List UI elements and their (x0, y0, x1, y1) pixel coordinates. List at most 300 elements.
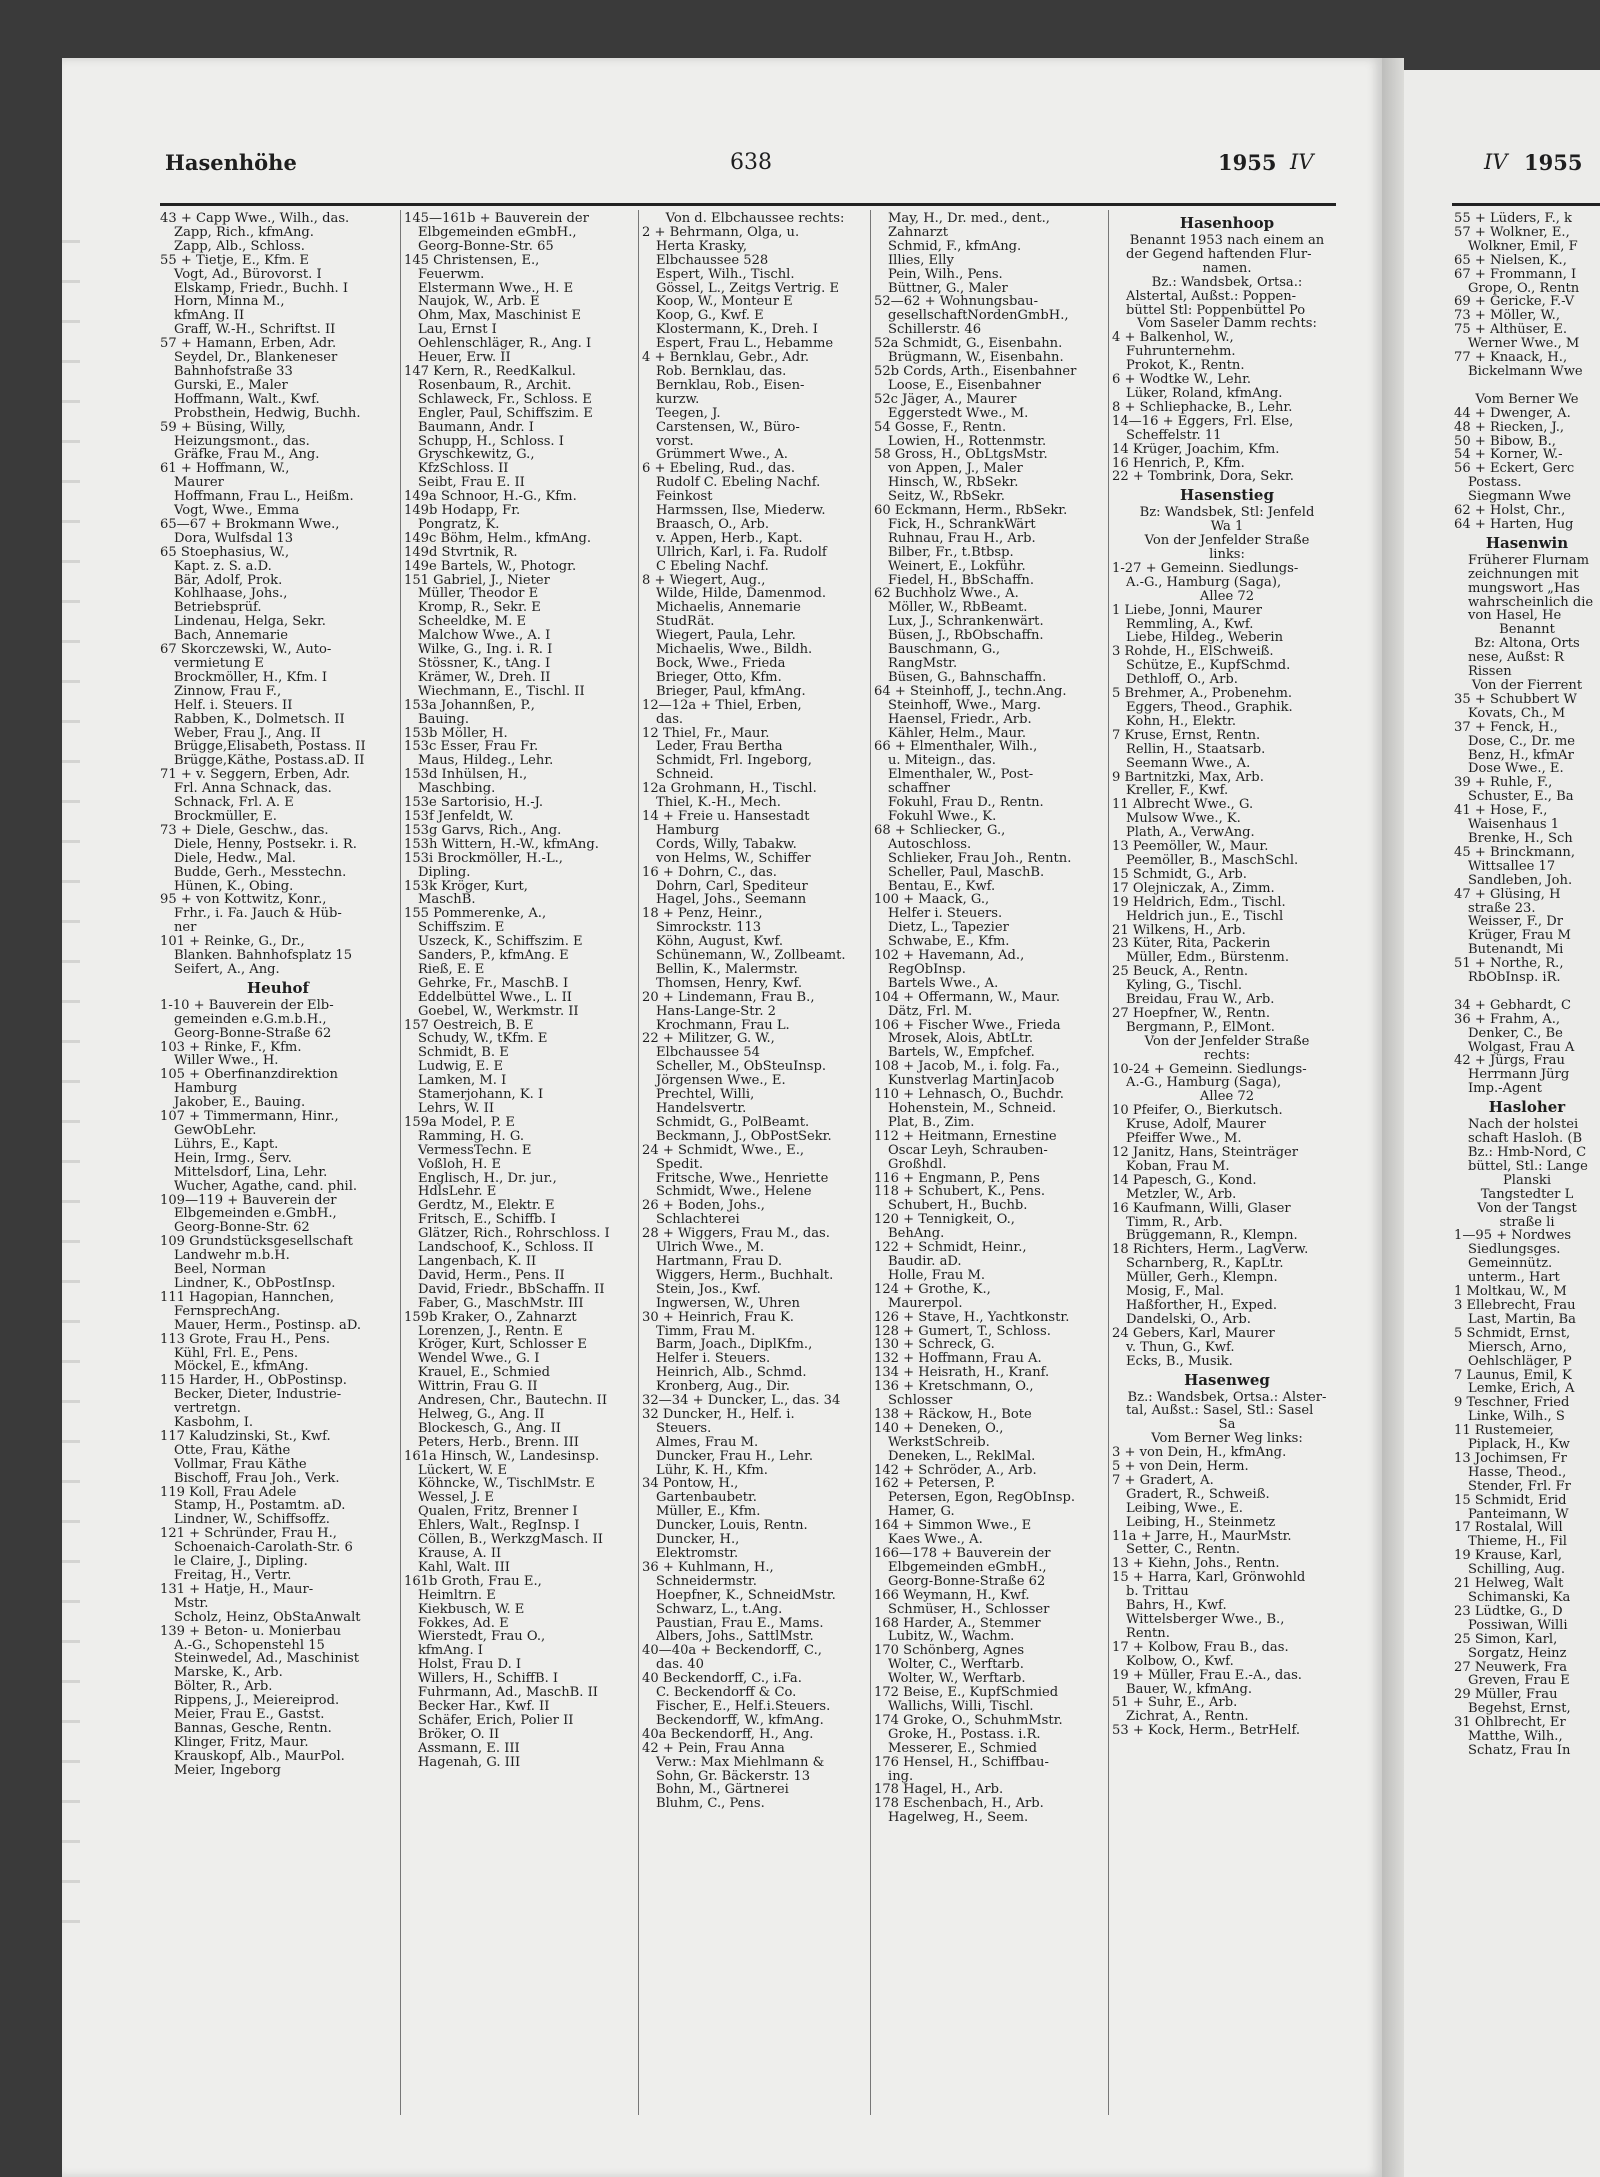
directory-line: Schmüser, H., Schlosser (888, 1602, 1050, 1617)
directory-line: nese, Außst: R (1468, 651, 1565, 666)
directory-line: Steinwedel, Ad., Maschinist (174, 1652, 360, 1667)
directory-line: Vollmar, Frau Käthe (174, 1457, 307, 1472)
directory-line: Eggerstedt Wwe., M. (888, 406, 1029, 421)
directory-line: 153h Wittern, H.-W., kfmAng. (404, 837, 599, 852)
directory-line: Dose Wwe., E. (1468, 762, 1564, 777)
directory-line: Elmenthaler, W., Post- (888, 768, 1034, 783)
directory-line: 43 + Capp Wwe., Wilh., das. (160, 212, 350, 226)
directory-line: 101 + Reinke, G., Dr., (160, 935, 305, 950)
directory-line: Landwehr m.b.H. (174, 1249, 290, 1264)
directory-line: 107 + Timmermann, Hinr., (160, 1110, 339, 1124)
directory-line: Espert, Frau L., Hebamme (656, 337, 834, 352)
directory-line: 166—178 + Bauverein der (874, 1547, 1051, 1561)
directory-line: 17 + Kolbow, Frau B., das. (1112, 1640, 1289, 1655)
directory-line: 1-27 + Gemeinn. Siedlungs- (1112, 561, 1299, 576)
directory-line: Ludwig, E. E (418, 1060, 504, 1075)
directory-line: Lührs, E., Kapt. (174, 1137, 279, 1152)
directory-line: Peters, Herb., Brenn. III (418, 1435, 579, 1450)
directory-line: Wiggers, Herm., Buchhalt. (656, 1268, 834, 1283)
directory-line: Voßloh, H. E (418, 1157, 502, 1172)
directory-line: Müller, Gerh., Klempn. (1126, 1271, 1278, 1286)
directory-line: 153a Johannßen, P., (404, 698, 535, 713)
directory-line: Scharnberg, R., KapLtr. (1126, 1257, 1284, 1272)
directory-line: Müller, Edm., Bürstenm. (1126, 951, 1290, 966)
directory-line: Helweg, G., Ang. II (418, 1407, 545, 1422)
directory-line: Grümmert Wwe., A. (656, 448, 788, 463)
directory-line: 1—95 + Nordwes (1454, 1229, 1572, 1244)
directory-line: Benannt 1953 nach einem an (1129, 234, 1325, 248)
directory-line: Prokot, K., Rentn. (1126, 359, 1245, 374)
directory-line: Krause, A. II (418, 1547, 502, 1561)
directory-line: Eggers, Theod., Graphik. (1126, 701, 1293, 715)
directory-line: Scholz, Heinz, ObStaAnwalt (174, 1610, 361, 1625)
directory-line: Baudir. aD. (888, 1254, 962, 1269)
header-year-right: 1955 (1524, 150, 1583, 175)
directory-line: Heizungsmont., das. (174, 434, 310, 449)
directory-line: Oscar Leyh, Schrauben- (888, 1143, 1048, 1158)
directory-line: Fuhrmann, Ad., MaschB. II (418, 1686, 598, 1700)
directory-line: Remmling, A., Kwf. (1126, 617, 1254, 632)
directory-line: Wallichs, Willi, Tischl. (888, 1699, 1034, 1714)
directory-line: Hein, Irmg., Serv. (174, 1151, 292, 1166)
directory-line: Bartels, W., Empfchef. (888, 1046, 1035, 1061)
directory-line: 104 + Offermann, W., Maur. (874, 990, 1061, 1005)
directory-line: Frhr., i. Fa. Jauch & Hüb- (174, 907, 342, 922)
directory-line: Hoffmann, Frau L., Heißm. (174, 490, 354, 505)
directory-line: Benannt (1499, 623, 1555, 638)
directory-line: Schupp, H., Schloss. I (418, 434, 564, 449)
directory-line: gesellschaftNordenGmbH., (888, 309, 1069, 324)
directory-line: 159a Model, P. E (404, 1115, 515, 1130)
directory-line: 20 + Lindemann, Frau B., (642, 990, 815, 1005)
directory-line: 68 + Schliecker, G., (874, 823, 1006, 838)
directory-line: Seydel, Dr., Blankeneser (174, 351, 338, 365)
directory-line: Braasch, O., Arb. (656, 517, 770, 532)
directory-line: Seibt, Frau E. II (418, 476, 525, 491)
directory-line: 100 + Maack, G., (874, 893, 990, 908)
directory-line: Steinhoff, Wwe., Marg. (888, 698, 1041, 713)
directory-line: Betriebsprüf. (174, 601, 262, 616)
directory-line: Lehrs, W. II (418, 1102, 495, 1116)
directory-line: mungswort „Has (1468, 581, 1580, 596)
directory-line: 1 Liebe, Jonni, Maurer (1112, 603, 1263, 618)
directory-line: 110 + Lehnasch, O., Buchdr. (874, 1088, 1064, 1102)
directory-line: Leder, Frau Bertha (656, 740, 783, 755)
directory-line: Eddelbüttel Wwe., L. II (418, 990, 572, 1005)
directory-line: 27 Hoepfner, W., Rentn. (1112, 1006, 1270, 1021)
directory-line: Dandelski, O., Arb. (1126, 1312, 1251, 1327)
directory-line: das. 40 (656, 1658, 704, 1673)
directory-line: Spedit. (656, 1157, 704, 1172)
directory-line: 17 Rostalal, Will (1454, 1521, 1563, 1536)
directory-line: Kronberg, Aug., Dir. (656, 1380, 790, 1395)
directory-line: Groke, H., Postass. i.R. (888, 1727, 1041, 1742)
directory-line: Brügge,Käthe, Postass.aD. II (174, 754, 365, 769)
directory-line: Wiechmann, E., Tischl. II (418, 684, 585, 699)
directory-line: Simrockstr. 113 (656, 921, 762, 936)
street-heading: Hasenhoop (1179, 214, 1275, 232)
directory-line: Barm, Joach., DiplKfm., (656, 1338, 813, 1353)
directory-line: 64 + Steinhoff, J., techn.Ang. (874, 684, 1067, 699)
directory-line: Linke, Wilh., S (1468, 1410, 1565, 1425)
directory-line: Maus, Hildeg., Lehr. (418, 754, 554, 769)
directory-line: 36 + Kuhlmann, H., (642, 1560, 774, 1575)
directory-line: Langenbach, K. II (418, 1254, 537, 1269)
directory-line: HdlsLehr. E (418, 1185, 497, 1200)
directory-line: Bickelmann Wwe (1468, 364, 1583, 379)
directory-line: 14—16 + Eggers, Frl. Else, (1112, 414, 1294, 429)
directory-line: 66 + Elmenthaler, Wilh., (874, 740, 1038, 755)
directory-line: Bartels Wwe., A. (888, 976, 999, 991)
directory-line: Bröker, O. II (418, 1727, 500, 1742)
directory-line: Wilke, G., Ing. i. R. I (418, 643, 553, 657)
directory-line: 56 + Eckert, Gerc (1454, 462, 1575, 477)
directory-line: 51 + Suhr, E., Arb. (1112, 1696, 1238, 1711)
directory-line: Dohrn, Carl, Spediteur (656, 879, 808, 894)
column-divider (638, 210, 639, 2115)
directory-line: 111 Hagopian, Hannchen, (160, 1290, 334, 1305)
directory-line: RbObInsp. iR. (1468, 971, 1561, 985)
directory-line: Bahrs, H., Kwf. (1126, 1599, 1227, 1613)
directory-line: Heimltrn. E (418, 1588, 496, 1603)
directory-line: 12 Janitz, Hans, Steinträger (1112, 1146, 1299, 1160)
directory-line: Ohm, Max, Maschinist E (418, 309, 582, 324)
directory-line: Haßforther, H., Exped. (1126, 1298, 1278, 1313)
directory-line: 62 + Holst, Chr., (1454, 504, 1566, 518)
directory-line: Lau, Ernst I (418, 323, 497, 338)
column-6-partial (1454, 212, 1600, 2172)
directory-line: Meier, Frau E., Gastst. (174, 1708, 325, 1722)
directory-line: 7 + Gradert, A. (1112, 1473, 1214, 1488)
directory-line: Hagenah, G. III (418, 1755, 521, 1770)
directory-line: Prechtel, Willi, (656, 1088, 755, 1102)
directory-line: Gräfke, Frau M., Ang. (174, 448, 320, 463)
directory-line: Schlieker, Frau Joh., Rentn. (888, 851, 1072, 866)
directory-line: Von der Fierrent (1471, 679, 1583, 693)
directory-line: Becker, Dieter, Industrie- (174, 1388, 342, 1403)
directory-line: 108 + Jacob, M., i. folg. Fa., (874, 1060, 1060, 1075)
directory-line: Becker Har., Kwf. II (418, 1699, 550, 1714)
directory-line: Scheller, M., ObSteuInsp. (656, 1060, 827, 1075)
directory-line: Graff, W.-H., Schriftst. II (174, 323, 336, 338)
directory-line: 59 + Büsing, Willy, (160, 420, 286, 435)
directory-line: 57 + Hamann, Erben, Adr. (160, 337, 337, 352)
directory-line: Brügmann, W., Eisenbahn. (888, 351, 1064, 365)
directory-line: Lowien, H., Rottenmstr. (888, 434, 1047, 449)
directory-line: Dethloff, O., Arb. (1126, 673, 1238, 688)
directory-line: Bauing. (418, 712, 470, 727)
directory-line: Elstermann Wwe., H. E (418, 281, 574, 296)
directory-line: Bär, Adolf, Prok. (174, 573, 283, 588)
directory-line: 3 Rohde, H., ElSchweiß. (1112, 645, 1274, 660)
directory-line: Allee 72 (1199, 1090, 1255, 1105)
directory-line: Kasbohm, I. (174, 1416, 254, 1430)
directory-line: Fokuhl Wwe., K. (888, 809, 997, 824)
directory-line: v. Thun, G., Kwf. (1126, 1340, 1235, 1355)
directory-line: Mauer, Herm., Postinsp. aD. (174, 1318, 362, 1333)
directory-line: Krämer, W., Dreh. II (418, 670, 551, 685)
directory-line: Hinsch, W., RbSekr. (888, 476, 1019, 491)
directory-line: Bergmann, P., ElMont. (1126, 1020, 1275, 1035)
directory-line: Ingwersen, W., Uhren (656, 1296, 800, 1311)
directory-line: Otte, Frau, Käthe (174, 1443, 291, 1458)
directory-line: Koban, Frau M. (1126, 1159, 1230, 1174)
directory-line: Hoepfner, K., SchneidMstr. (656, 1588, 836, 1603)
directory-line: Wolkner, Emil, F (1468, 239, 1578, 254)
directory-line: 5 Schmidt, Ernst, (1454, 1326, 1571, 1341)
directory-line: Gradert, R., Schweiß. (1126, 1487, 1270, 1502)
directory-line: A.-G., Schopenstehl 15 (174, 1638, 325, 1653)
directory-line: 42 + Jürgs, Frau (1454, 1054, 1565, 1069)
directory-line: Helfer i. Steuers. (656, 1352, 771, 1367)
directory-line: Hohenstein, M., Schneid. (888, 1102, 1057, 1116)
directory-line: MaschB. (418, 893, 476, 908)
directory-line: Bischoff, Frau Joh., Verk. (174, 1471, 340, 1486)
directory-line: Alstertal, Außst.: Poppen- (1126, 289, 1297, 304)
directory-line: 120 + Tennigkeit, O., (874, 1213, 1015, 1228)
directory-line: 103 + Rinke, F., Kfm. (160, 1040, 302, 1055)
header-rule-right (1452, 203, 1600, 206)
directory-line: Brenke, H., Sch (1468, 831, 1573, 846)
directory-line: Gössel, L., Zeitgs Vertrig. E (656, 281, 840, 296)
directory-line: Thieme, H., Fil (1468, 1535, 1567, 1550)
directory-line: 71 + v. Seggern, Erben, Adr. (160, 768, 350, 783)
directory-line: 153e Sartorisio, H.-J. (404, 796, 544, 810)
directory-line: Setter, C., Rentn. (1126, 1543, 1241, 1558)
directory-line: Wilde, Hilde, Damenmod. (656, 587, 827, 602)
column-1 (160, 212, 396, 2172)
directory-line: 136 + Kretschmann, O., (874, 1380, 1034, 1395)
directory-line: Qualen, Fritz, Brenner I (418, 1505, 578, 1520)
directory-line: 60 Eckmann, Herm., RbSekr. (874, 504, 1068, 518)
directory-line: Wiegert, Paula, Lehr. (656, 629, 796, 644)
directory-line: Peemöller, B., MaschSchl. (1126, 853, 1299, 868)
directory-line: Kohlhaase, Johs., (174, 587, 288, 602)
page-number: 638 (730, 150, 772, 175)
directory-line: Seifert, A., Ang. (174, 962, 280, 977)
directory-line: Siedlungsges. (1468, 1243, 1561, 1258)
directory-line: Scheller, Paul, MaschB. (888, 865, 1045, 880)
directory-line: 176 Hensel, H., Schiffbau- (874, 1755, 1049, 1770)
directory-line: Begehst, Ernst, (1468, 1702, 1571, 1717)
directory-line: Kahl, Walt. III (418, 1560, 510, 1575)
directory-line: Brügge,Elisabeth, Postass. II (174, 740, 366, 755)
directory-line: Engler, Paul, Schiffszim. E (418, 406, 593, 421)
directory-line: Schmidt, Frl. Ingeborg, (656, 754, 812, 769)
directory-line: 8 + Wiegert, Aug., (642, 573, 766, 588)
directory-line: 119 Koll, Frau Adele (160, 1485, 297, 1500)
directory-line: Krüger, Frau M (1468, 929, 1571, 944)
directory-line: 69 + Gericke, F.-V (1454, 295, 1575, 310)
directory-line: Malchow Wwe., A. I (418, 629, 551, 644)
directory-line: 5 Brehmer, A., Probenehm. (1112, 687, 1293, 701)
directory-line: Schudy, W., tKfm. E (418, 1032, 548, 1047)
directory-line: Naujok, W., Arb. E (418, 295, 540, 310)
directory-line: Bock, Wwe., Frieda (656, 657, 786, 671)
directory-line: 35 + Schubbert W (1454, 692, 1577, 707)
directory-line: Fritsch, E., Schiffb. I (418, 1213, 556, 1228)
directory-line: Elbchaussee 54 (656, 1046, 760, 1061)
directory-line: Beel, Norman (174, 1263, 266, 1277)
directory-line: Uszeck, K., Schiffszim. E (418, 935, 583, 950)
directory-line: Krauskopf, Alb., MaurPol. (174, 1749, 345, 1764)
directory-line: 28 + Wiggers, Frau M., das. (642, 1227, 830, 1242)
directory-line: Rentn. (1126, 1626, 1170, 1641)
street-heading: Hasenweg (1184, 1370, 1270, 1389)
directory-line: 153b Möller, H. (404, 726, 508, 741)
directory-line: 130 + Schreck, G. (874, 1338, 995, 1353)
directory-line: Fischer, E., Helf.i.Steuers. (656, 1699, 831, 1714)
directory-line: büttel, Stl.: Lange (1468, 1159, 1588, 1174)
directory-line: 2 + Behrmann, Olga, u. (642, 225, 800, 240)
directory-line: Ulrich Wwe., M. (656, 1241, 765, 1255)
directory-line: Brieger, Paul, kfmAng. (656, 684, 806, 699)
header-volume-right: IV (1484, 150, 1508, 174)
directory-line: 6 + Wodtke W., Lehr. (1112, 373, 1252, 387)
directory-line: 55 + Tietje, E., Kfm. E (160, 253, 309, 268)
directory-line: Kovats, Ch., M (1468, 706, 1566, 721)
directory-line: Schubert, H., Buchb. (888, 1199, 1028, 1214)
directory-line: Rissen (1468, 665, 1512, 679)
directory-line: David, Friedr., BbSchaffn. II (418, 1282, 605, 1297)
directory-line: Büsen, J., RbObschaffn. (888, 629, 1044, 644)
directory-line: 27 Neuwerk, Fra (1454, 1660, 1568, 1675)
directory-line: 162 + Petersen, P. (874, 1477, 996, 1492)
directory-line: Autoschloss. (888, 837, 972, 852)
directory-line: 149a Schnoor, H.-G., Kfm. (404, 490, 577, 505)
directory-line: das. (656, 712, 684, 727)
directory-line: Wolter, C., Werftarb. (888, 1658, 1024, 1673)
directory-line: GewObLehr. (174, 1124, 257, 1138)
directory-line: 55 + Lüders, F., k (1454, 212, 1572, 226)
directory-line: Hagel, Johs., Seemann (656, 893, 807, 908)
directory-line: 31 Ohlbrecht, Er (1454, 1716, 1566, 1731)
directory-line: 65 Stoephasius, W., (160, 545, 290, 560)
directory-line: 10 Pfeifer, O., Bierkutsch. (1112, 1104, 1283, 1119)
directory-line: 13 + Kiehn, Johs., Rentn. (1112, 1557, 1280, 1572)
directory-line: 9 Bartnitzki, Max, Arb. (1112, 770, 1264, 785)
directory-line: Timm, Frau M. (656, 1324, 756, 1339)
directory-line: 14 + Freie u. Hansestadt (642, 809, 810, 824)
directory-line: 42 + Pein, Frau Anna (642, 1741, 785, 1756)
directory-line: 22 + Militzer, G. W., (642, 1032, 775, 1047)
directory-line: Georg-Bonne-Straße 62 (888, 1574, 1046, 1589)
directory-line: 153i Brockmöller, H.-L., (404, 851, 563, 866)
directory-line: 23 Küter, Rita, Packerin (1112, 937, 1271, 952)
directory-line: Wessel, J. E (418, 1491, 494, 1506)
directory-line: 24 Gebers, Karl, Maurer (1112, 1326, 1275, 1341)
directory-line: u. Miteign., das. (888, 754, 996, 769)
directory-line: Steuers. (656, 1421, 712, 1436)
directory-line: Michaelis, Wwe., Bildh. (656, 643, 813, 657)
directory-line: 140 + Deneken, O., (874, 1421, 1004, 1436)
directory-line: Haensel, Friedr., Arb. (888, 712, 1032, 727)
directory-line: 134 + Heisrath, H., Kranf. (874, 1366, 1050, 1381)
directory-line: 64 + Harten, Hug (1454, 517, 1574, 532)
directory-line: Zinnow, Frau F., (174, 684, 282, 699)
directory-line: Vom Berner We (1475, 392, 1579, 407)
directory-line: 14 Papesch, G., Kond. (1112, 1173, 1257, 1188)
directory-line: Bauer, W., kfmAng. (1126, 1682, 1253, 1697)
directory-line: Hagelweg, H., Seem. (888, 1811, 1029, 1826)
street-heading: Hasloher (1488, 1098, 1566, 1117)
directory-line: Rob. Bernklau, das. (656, 364, 787, 379)
directory-line: Maurer (174, 476, 224, 491)
directory-line: Stender, Frl. Fr (1468, 1479, 1571, 1494)
directory-line: 34 + Gebhardt, C (1454, 998, 1572, 1013)
directory-line: Schlaweck, Fr., Schloss. E (418, 392, 592, 407)
directory-line: 157 Oestreich, B. E (404, 1018, 534, 1033)
directory-line: Stössner, K., tAng. I (418, 657, 551, 671)
directory-line: 19 + Müller, Frau E.-A., das. (1112, 1668, 1302, 1683)
directory-line: 142 + Schröder, A., Arb. (874, 1463, 1037, 1478)
directory-line: Bluhm, C., Pens. (656, 1797, 765, 1812)
directory-line: 41 + Hose, F., (1454, 804, 1548, 819)
street-heading: Hasenstieg (1180, 486, 1274, 505)
directory-line: Verw.: Max Miehlmann & (656, 1755, 825, 1770)
directory-line: Von der Tangst (1477, 1201, 1577, 1216)
page-header-street: Hasenhöhe (165, 150, 297, 175)
directory-line: Stein, Jos., Kwf. (656, 1282, 761, 1297)
directory-line: 52a Schmidt, G., Eisenbahn. (874, 337, 1063, 352)
directory-line: Holle, Frau M. (888, 1268, 986, 1283)
column-5 (1112, 212, 1342, 2172)
column-divider (400, 210, 401, 2115)
directory-line: Dietz, L., Tapezier (888, 921, 1009, 936)
directory-line: Schäfer, Erich, Polier II (418, 1713, 574, 1728)
directory-line: May, H., Dr. med., dent., (888, 212, 1050, 226)
directory-line: Bentau, E., Kwf. (888, 879, 996, 894)
directory-line: Stamerjohann, K. I (418, 1088, 544, 1102)
directory-line: Lindner, K., ObPostInsp. (174, 1276, 336, 1291)
directory-line: Andresen, Chr., Bautechn. II (418, 1394, 608, 1408)
directory-line: Fick, H., SchrankWärt (888, 517, 1036, 532)
directory-line: Leibing, Wwe., E. (1126, 1501, 1243, 1516)
directory-line: Handelsvertr. (656, 1102, 747, 1116)
directory-line: Messerer, E., Schmied (888, 1741, 1038, 1756)
directory-line: Bz.: Wandsbek, Ortsa.: (1151, 275, 1303, 290)
directory-line: Elbgemeinden e.GmbH., (174, 1207, 337, 1222)
directory-line: Wendel Wwe., G. I (418, 1352, 540, 1367)
directory-line: 117 Kaludzinski, St., Kwf. (160, 1429, 331, 1444)
directory-line: Heuer, Erw. II (418, 351, 511, 365)
directory-line: 109 Grundstücksgesellschaft (160, 1235, 353, 1250)
directory-line: Kolbow, O., Kwf. (1126, 1654, 1234, 1669)
directory-line: 65—67 + Brokmann Wwe., (160, 517, 340, 532)
directory-line: Possiwan, Willi (1468, 1618, 1568, 1633)
directory-line: Bauschmann, G., (888, 643, 1001, 657)
directory-line: 11a + Jarre, H., MaurMstr. (1112, 1529, 1292, 1544)
directory-line: Goebel, W., Werkmstr. II (418, 1004, 579, 1019)
directory-line: Scheffelstr. 11 (1126, 428, 1222, 443)
directory-line: 159b Kraker, O., Zahnarzt (404, 1310, 577, 1325)
directory-line: schaft Hasloh. (B (1468, 1132, 1583, 1146)
directory-line: 36 + Frahm, A., (1454, 1012, 1561, 1027)
directory-line: Zahnarzt (888, 225, 948, 240)
directory-line: Mittelsdorf, Lina, Lehr. (174, 1165, 328, 1180)
directory-line: Kruse, Adolf, Maurer (1126, 1118, 1266, 1133)
directory-line: 44 + Dwenger, A. (1454, 406, 1571, 421)
directory-line: 22 + Tombrink, Dora, Sekr. (1112, 470, 1294, 485)
directory-line: Fiedel, H., BbSchaffn. (888, 573, 1035, 588)
directory-line: Schiffszim. E (418, 921, 505, 936)
directory-line: Schatz, Frau In (1468, 1743, 1571, 1758)
directory-line: Lüker, Roland, kfmAng. (1126, 386, 1283, 401)
directory-line: 6 + Ebeling, Rud., das. (642, 462, 796, 477)
directory-line: 16 + Dohrn, C., das. (642, 865, 777, 880)
directory-line: Butenandt, Mi (1468, 943, 1564, 958)
directory-line: Grope, O., Rentn (1468, 281, 1580, 296)
